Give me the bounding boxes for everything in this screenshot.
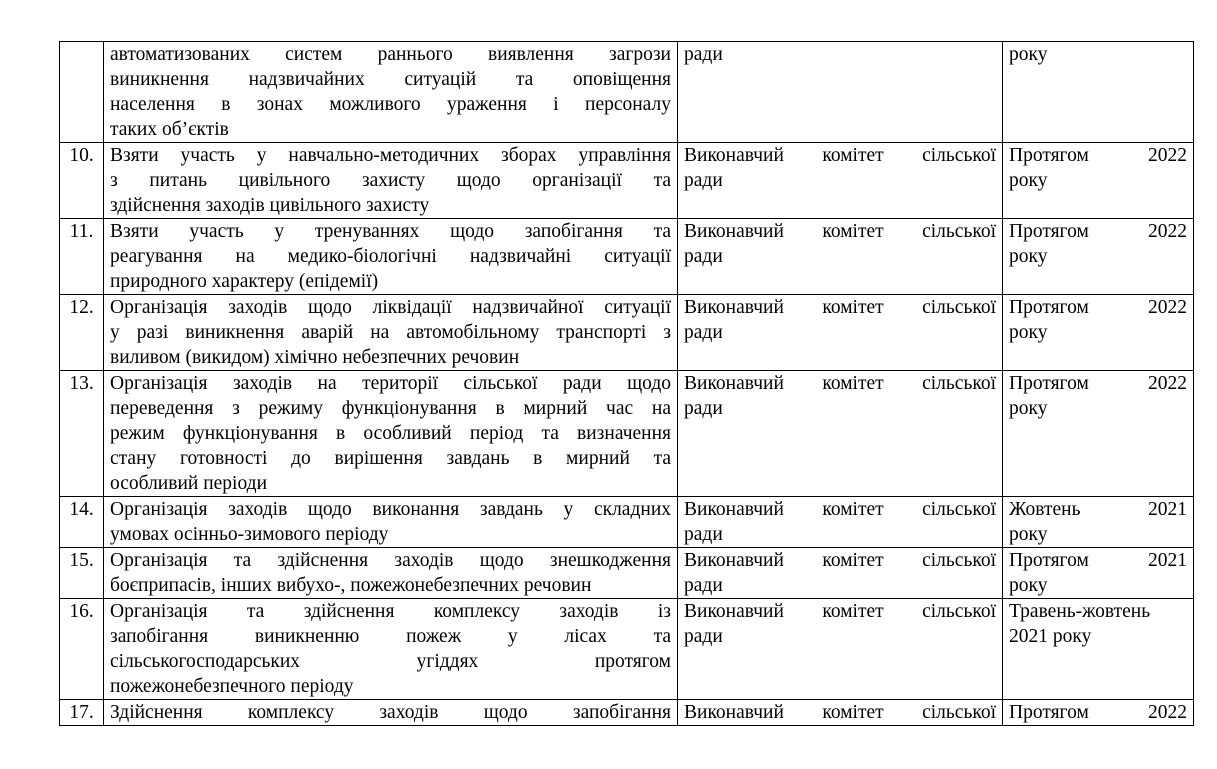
table-row [60, 371, 1194, 497]
measure-line: режим функціонування в особливий період та визначення [110, 423, 671, 444]
measure-line: Організація заходів щодо ліквідації надзвичайної ситуації [110, 297, 671, 318]
executor-line: ради [684, 44, 723, 65]
measure-line: Організація заходів щодо виконання завдань у складних [110, 499, 671, 520]
measure-line: стану готовності до вирішення завдань в мирний та [110, 448, 671, 469]
row-number: 15. [60, 548, 104, 599]
term-line: Протягом 2022 [1009, 221, 1187, 242]
executor-line: Виконавчий комітет сільської [684, 702, 996, 723]
term-line: року [1009, 170, 1048, 191]
measure-line: реагування на медико-біологічні надзвичайні ситуації [110, 246, 671, 267]
term-line: року [1009, 575, 1048, 596]
term-line: року [1009, 524, 1048, 545]
measure-line: Організація та здійснення комплексу заходів із [110, 601, 671, 622]
executor-line: ради [684, 575, 723, 596]
measure-line: у разі виникнення аварій на автомобільному транспорті з [110, 322, 671, 343]
executor-cell [678, 497, 1003, 548]
term-line: року [1009, 398, 1048, 419]
measure-cell [104, 497, 678, 548]
executor-line: Виконавчий комітет сільської [684, 145, 996, 166]
measure-line: населення в зонах можливого ураження і персоналу [110, 94, 671, 115]
measure-cell [104, 548, 678, 599]
term-cell [1003, 295, 1194, 371]
measure-cell [104, 219, 678, 295]
term-line: року [1009, 44, 1048, 65]
term-line: Протягом 2021 [1009, 550, 1187, 571]
executor-cell [678, 42, 1003, 143]
executor-line: Виконавчий комітет сільської [684, 550, 996, 571]
executor-line: Виконавчий комітет сільської [684, 297, 996, 318]
measure-line: умовах осінньо-зимового періоду [110, 524, 389, 545]
table-row [60, 548, 1194, 599]
term-line: Протягом 2022 [1009, 373, 1187, 394]
term-line: року [1009, 246, 1048, 267]
measure-line: автоматизованих систем раннього виявлення загрози [110, 44, 671, 65]
executor-cell [678, 295, 1003, 371]
executor-line: Виконавчий комітет сільської [684, 373, 996, 394]
measure-line: переведення з режиму функціонування в мирний час на [110, 398, 671, 419]
measure-line: Взяти участь у тренуваннях щодо запобігання та [110, 221, 671, 242]
term-cell [1003, 548, 1194, 599]
row-number [60, 42, 104, 143]
measure-line: особливий періоди [110, 473, 267, 494]
term-line: Травень-жовтень [1009, 601, 1151, 622]
row-number: 12. [60, 295, 104, 371]
measure-line: боєприпасів, інших вибухо-, пожежонебезпечних речовин [110, 575, 592, 596]
measure-line: природного характеру (епідемії) [110, 271, 379, 292]
term-cell [1003, 143, 1194, 219]
table-row [60, 497, 1194, 548]
table-row [60, 42, 1194, 143]
measure-cell [104, 599, 678, 700]
measure-cell [104, 371, 678, 497]
measure-cell [104, 295, 678, 371]
executor-line: ради [684, 524, 723, 545]
term-cell [1003, 599, 1194, 700]
executor-cell [678, 371, 1003, 497]
term-cell [1003, 497, 1194, 548]
term-line: Жовтень 2021 [1009, 499, 1187, 520]
measure-line: пожежонебезпечного періоду [110, 676, 354, 697]
term-line: року [1009, 322, 1048, 343]
measure-cell [104, 700, 678, 726]
measure-line: Взяти участь у навчально-методичних зборах управління [110, 145, 671, 166]
executor-line: ради [684, 246, 723, 267]
measure-cell [104, 42, 678, 143]
measure-line: таких об’єктів [110, 119, 229, 140]
term-line: Протягом 2022 [1009, 702, 1187, 723]
measure-line: Організація заходів на території сільської ради щодо [110, 373, 671, 394]
executor-line: Виконавчий комітет сільської [684, 221, 996, 242]
table-row [60, 143, 1194, 219]
term-cell [1003, 371, 1194, 497]
row-number: 10. [60, 143, 104, 219]
executor-cell [678, 548, 1003, 599]
measure-line: Організація та здійснення заходів щодо знешкодження [110, 550, 671, 571]
term-cell [1003, 219, 1194, 295]
table-row [60, 295, 1194, 371]
measure-line: виливом (викидом) хімічно небезпечних речовин [110, 347, 520, 368]
executor-line: Виконавчий комітет сільської [684, 601, 996, 622]
measure-cell [104, 143, 678, 219]
measure-line: запобігання виникненню пожеж у лісах та [110, 626, 671, 647]
term-line: Протягом 2022 [1009, 297, 1187, 318]
executor-line: ради [684, 398, 723, 419]
measure-line: Здійснення комплексу заходів щодо запобігання [110, 702, 671, 723]
table-row [60, 599, 1194, 700]
table-row [60, 700, 1194, 726]
executor-line: ради [684, 626, 723, 647]
table-row [60, 219, 1194, 295]
measure-line: виникнення надзвичайних ситуацій та оповіщення [110, 69, 671, 90]
executor-line: ради [684, 170, 723, 191]
row-number: 16. [60, 599, 104, 700]
measure-line: з питань цивільного захисту щодо організації та [110, 170, 671, 191]
row-number: 13. [60, 371, 104, 497]
row-number: 11. [60, 219, 104, 295]
executor-cell [678, 599, 1003, 700]
measures-table [59, 41, 1194, 726]
term-line: 2021 року [1009, 626, 1092, 647]
executor-line: ради [684, 322, 723, 343]
measure-line: здійснення заходів цивільного захисту [110, 195, 430, 216]
executor-line: Виконавчий комітет сільської [684, 499, 996, 520]
executor-cell [678, 219, 1003, 295]
term-cell [1003, 42, 1194, 143]
row-number: 14. [60, 497, 104, 548]
executor-cell [678, 700, 1003, 726]
term-cell [1003, 700, 1194, 726]
row-number: 17. [60, 700, 104, 726]
term-line: Протягом 2022 [1009, 145, 1187, 166]
measure-line: сільськогосподарських угіддях протягом [110, 651, 671, 672]
executor-cell [678, 143, 1003, 219]
